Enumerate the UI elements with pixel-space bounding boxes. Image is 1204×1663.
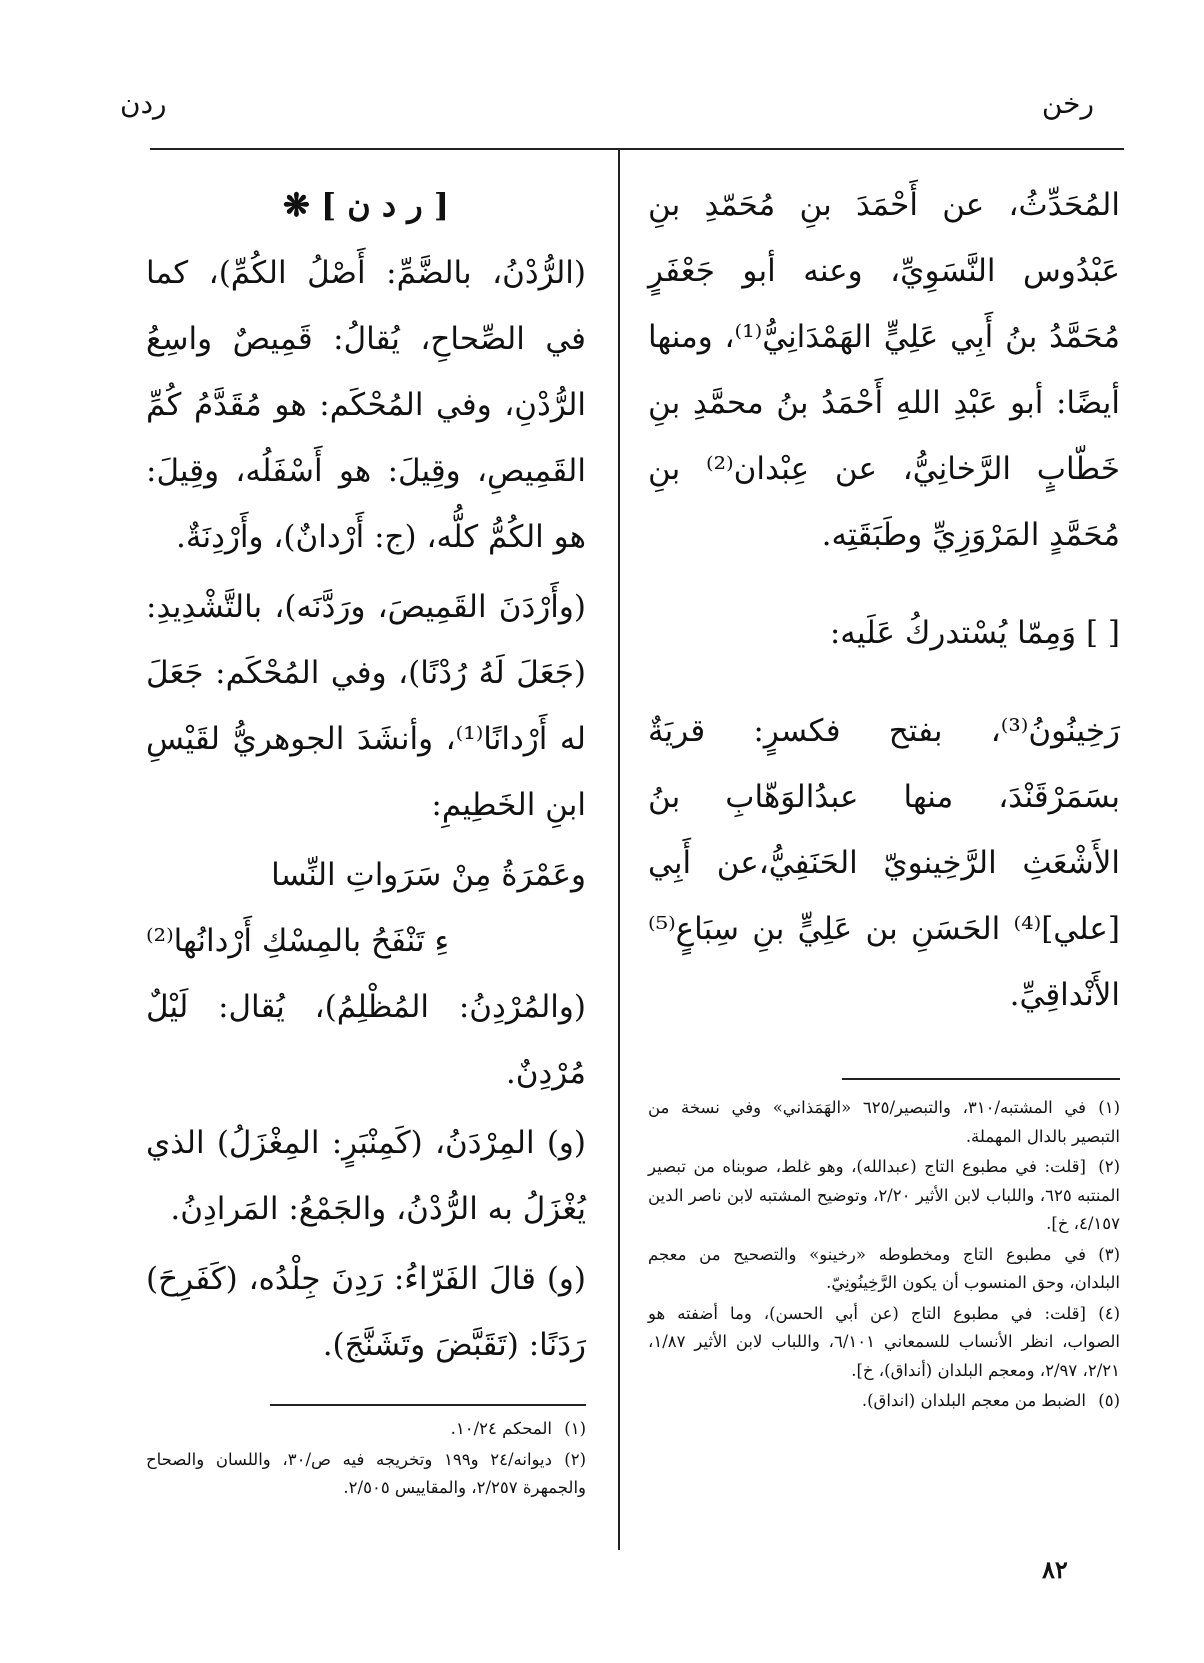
footnote-text: المحكم ١٠/٢٤.: [450, 1419, 552, 1438]
footnote-number: (٣): [1098, 1244, 1120, 1264]
page-number: ٨٢: [1042, 1555, 1068, 1584]
spacer: [648, 670, 1120, 698]
column-divider: [618, 150, 620, 1550]
footnote: [648, 1387, 1120, 1416]
entry-paragraph: المُحَدِّثُ، عن أَحْمَدَ بنِ مُحَمّدِ بنِ عَبْدُوس النَّسَوِيِّ، وعنه أبو جَعْفَرٍ مُحَمَّدُ بنُ أَبِي عَلِيٍّ الهَمْدَانِيُّ⁽¹⁾، ومنها أيضًا: أبو عَبْدِ اللهِ أَحْمَدُ بنُ محمَّدِ بنِ خَطّابٍ الرَّخانِيُّ، عن عِبْدان⁽²⁾ بنِ مُحَمَّدٍ المَرْوَزِيِّ وطَبَقَتِه.: [648, 187, 1120, 553]
footnote-number: (٢): [564, 1449, 586, 1469]
footnote-number: (١): [564, 1419, 586, 1438]
addendum-heading: [ ] وَمِمّا يُسْتدركُ عَلَيه:: [829, 615, 1120, 651]
footnote-number: (٤): [1098, 1303, 1120, 1323]
footnote-text: ديوانه/٢٤ و١٩٩ وتخريجه فيه ص/٣٠، واللسان والصحاح والجمهرة ٢/٢٥٧، والمقاييس ٢/٥٠٥.: [146, 1449, 586, 1497]
footnotes-right: [648, 1094, 1120, 1418]
entry-paragraph: (و) المِرْدَنُ، (كَمِنْبَرٍ: المِغْزَلُ) الذي يُغْزَلُ به الرُّدْنُ، والجَمْعُ: المَرادِنُ.: [146, 1125, 586, 1227]
verse-first-hemistich: وعَمْرَةُ مِنْ سَرَواتِ النِّسا: [271, 857, 586, 893]
footnote-text: [قلت: في مطبوع التاج (عبدالله)، وهو غلط، صوبناه من تبصير المنتبه ٦٢٥، واللباب لابن الأثير ٢/٢٠، وتوضيح المشتبه لابن ناصر الدين ٤/١٥٧، خ].: [648, 1157, 1121, 1233]
footnote: [146, 1446, 586, 1503]
footnotes-left: [146, 1415, 586, 1505]
footnote: [648, 1094, 1120, 1151]
footnote-text: في المشتبه/٣١٠، والتبصير/٦٢٥ «الهَمَذاني» وفي نسخة من التبصير بالدال المهملة.: [648, 1098, 1120, 1146]
verse-second-hemistich: ءِ تَنْفَحُ بالمِسْكِ أَرْدانُها⁽²⁾: [146, 923, 450, 959]
footnote: [146, 1415, 586, 1444]
footnote-text: في مطبوع التاج ومخطوطه «رخينو» والتصحيح من معجم البلدان، وحق المنسوب أن يكون الرَّخِينُونِيّ.: [648, 1244, 1120, 1292]
footnote: [648, 1153, 1120, 1239]
footnote-number: (٥): [1098, 1391, 1120, 1410]
left-column: [146, 172, 586, 1382]
footnote-rule: [842, 1078, 1120, 1080]
footnote-text: الضبط من معجم البلدان (انداق).: [861, 1391, 1086, 1410]
entry-paragraph: (الرُّدْنُ، بالضَّمِّ: أَصْلُ الكُمِّ)، كما في الصِّحاحِ، يُقالُ: قَمِيصٌ واسِعُ الرُّدْنِ، وفي المُحْكَم: هو مُقَدَّمُ كُمِّ القَمِيصِ، وقِيلَ: هو أَسْفَلُه، وقِيلَ: هو الكُمُّ كلُّه، (ج: أَرْدانٌ)، وأَرْدِنَةٌ.: [146, 255, 586, 555]
spacer: [648, 572, 1120, 600]
right-column: [648, 172, 1120, 1032]
footnote: [648, 1241, 1120, 1298]
entry-paragraph: رَخِينُونُ⁽³⁾، بفتح فكسرٍ: قريَةٌ بسَمَرْقَنْدَ، منها عبدُالوَهّابِ بنُ الأَشْعَثِ الرَّخِينويّ الحَنَفِيُّ،عن أَبِي [علي]⁽⁴⁾ الحَسَنِ بن عَلِيٍّ بنِ سِبَاعٍ⁽⁵⁾ الأَنْداقِيِّ.: [648, 713, 1120, 1013]
entry-heading: [ ر د ن ] ❋: [283, 186, 449, 224]
footnote-rule: [270, 1404, 586, 1406]
footnote: [648, 1300, 1120, 1386]
footnote-number: (٢): [1098, 1157, 1120, 1176]
footnote-number: (١): [1098, 1098, 1120, 1117]
entry-paragraph: (والمُرْدِنُ: المُظْلِمُ)، يُقال: لَيْلٌ مُرْدِنٌ.: [146, 989, 586, 1091]
running-header-left: ردن: [120, 87, 167, 120]
header-rule: [150, 148, 1124, 150]
entry-paragraph: (و) قالَ الفَرّاءُ: رَدِنَ جِلْدُه، (كَفَرِحَ) رَدَنًا: (تَقَبَّضَ وتَشَنَّجَ).: [146, 1261, 586, 1363]
footnote-text: [قلت: في مطبوع التاج (عن أبي الحسن)، وما أضفته هو الصواب، انظر الأنساب للسمعاني ٦/١٠١، واللباب لابن الأثير ١/٨٧، ٢/٢١، ٢/٩٧، ومعجم البلدان (أنداق)، خ].: [648, 1303, 1120, 1380]
entry-paragraph: (وأَرْدَنَ القَمِيصَ، ورَدَّنَه)، بالتَّشْدِيدِ: (جَعَلَ لَهُ رُدْنًا)، وفي المُحْكَم: جَعَلَ له أَرْدانًا⁽¹⁾، وأنشَدَ الجوهريُّ لقَيْسِ ابنِ الخَطِيمِ:: [146, 589, 587, 823]
running-header-right: رخن: [1041, 87, 1094, 120]
poetry-verse: [146, 842, 586, 974]
